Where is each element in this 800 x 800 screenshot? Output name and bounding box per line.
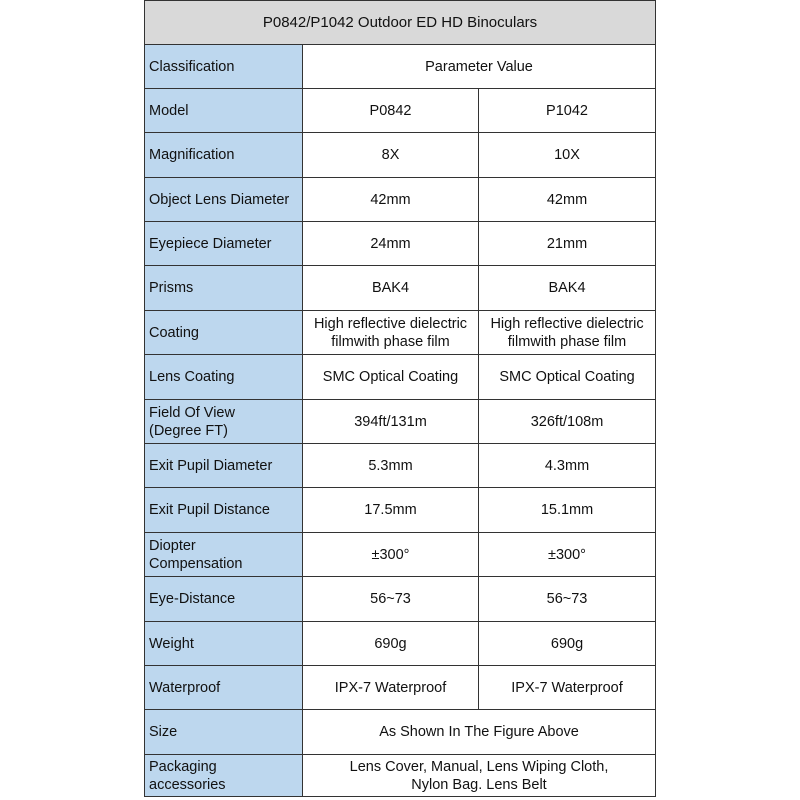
row-label-packaging-accessories — [145, 755, 303, 797]
row-label-model: Model — [145, 89, 303, 133]
cell-coating-p1042 — [479, 311, 656, 355]
cell-lens-coating-p0842: SMC Optical Coating — [303, 355, 479, 400]
cell-exit-pupil-diameter-p1042: 4.3mm — [479, 444, 656, 488]
title-row — [145, 1, 656, 45]
row-label-exit-pupil-distance: Exit Pupil Distance — [145, 488, 303, 533]
row-label-diopter-line1: Diopter — [149, 537, 196, 554]
cell-fov-p0842: 394ft/131m — [303, 400, 479, 444]
row-label-prisms: Prisms — [145, 266, 303, 311]
cell-coating-p0842 — [303, 311, 479, 355]
cell-model-p0842: P0842 — [303, 89, 479, 133]
row-label-coating: Coating — [145, 311, 303, 355]
cell-prisms-p1042: BAK4 — [479, 266, 656, 311]
table-row — [145, 355, 656, 400]
cell-magnification-p1042: 10X — [479, 133, 656, 178]
cell-weight-p0842: 690g — [303, 622, 479, 666]
row-label-eyepiece-diameter: Eyepiece Diameter — [145, 222, 303, 266]
row-label-size: Size — [145, 710, 303, 755]
row-label-magnification: Magnification — [145, 133, 303, 178]
table-row — [145, 89, 656, 133]
table-row — [145, 488, 656, 533]
table-row — [145, 400, 656, 444]
cell-exit-pupil-diameter-p0842: 5.3mm — [303, 444, 479, 488]
row-label-lens-coating: Lens Coating — [145, 355, 303, 400]
cell-exit-pupil-distance-p0842: 17.5mm — [303, 488, 479, 533]
cell-fov-p1042: 326ft/108m — [479, 400, 656, 444]
table-row — [145, 444, 656, 488]
row-label-eye-distance: Eye-Distance — [145, 577, 303, 622]
table-title: P0842/P1042 Outdoor ED HD Binoculars — [145, 1, 656, 45]
table-row — [145, 178, 656, 222]
row-label-waterproof: Waterproof — [145, 666, 303, 710]
row-label-exit-pupil-diameter: Exit Pupil Diameter — [145, 444, 303, 488]
row-label-field-of-view — [145, 400, 303, 444]
row-label-field-of-view-line2: (Degree FT) — [149, 422, 228, 439]
cell-coating-p0842-line1: High reflective dielectric — [313, 315, 468, 332]
row-label-field-of-view-line1: Field Of View — [149, 404, 235, 421]
spec-table — [144, 0, 656, 797]
table-row — [145, 133, 656, 178]
row-label-packaging-line2: accessories — [149, 776, 226, 793]
cell-magnification-p0842: 8X — [303, 133, 479, 178]
cell-eyepiece-p0842: 24mm — [303, 222, 479, 266]
cell-packaging-value — [303, 755, 656, 797]
cell-model-p1042: P1042 — [479, 89, 656, 133]
row-label-weight: Weight — [145, 622, 303, 666]
table-row — [145, 577, 656, 622]
cell-eye-distance-p1042: 56~73 — [479, 577, 656, 622]
cell-weight-p1042: 690g — [479, 622, 656, 666]
cell-prisms-p0842: BAK4 — [303, 266, 479, 311]
table-row — [145, 710, 656, 755]
cell-eyepiece-p1042: 21mm — [479, 222, 656, 266]
table-row — [145, 45, 656, 89]
cell-waterproof-p0842: IPX-7 Waterproof — [303, 666, 479, 710]
table-row — [145, 622, 656, 666]
row-label-object-lens-diameter: Object Lens Diameter — [145, 178, 303, 222]
cell-object-lens-p0842: 42mm — [303, 178, 479, 222]
table-row — [145, 222, 656, 266]
cell-eye-distance-p0842: 56~73 — [303, 577, 479, 622]
cell-waterproof-p1042: IPX-7 Waterproof — [479, 666, 656, 710]
row-label-diopter-compensation — [145, 533, 303, 577]
cell-packaging-line2: Nylon Bag. Lens Belt — [411, 776, 547, 793]
table-row — [145, 266, 656, 311]
cell-coating-p0842-line2: filmwith phase film — [331, 333, 450, 350]
row-label-classification: Classification — [145, 45, 303, 89]
cell-coating-p1042-line2: filmwith phase film — [507, 333, 627, 350]
cell-coating-p1042-line1: High reflective dielectric — [490, 315, 644, 332]
table-row — [145, 311, 656, 355]
cell-object-lens-p1042: 42mm — [479, 178, 656, 222]
cell-diopter-p0842: ±300° — [303, 533, 479, 577]
cell-packaging-line1: Lens Cover, Manual, Lens Wiping Cloth, — [349, 758, 609, 775]
table-row — [145, 533, 656, 577]
cell-size-value: As Shown In The Figure Above — [303, 710, 656, 755]
row-label-packaging-line1: Packaging — [149, 758, 217, 775]
row-label-diopter-line2: Compensation — [149, 555, 243, 572]
table-row — [145, 666, 656, 710]
cell-diopter-p1042: ±300° — [479, 533, 656, 577]
table-row — [145, 755, 656, 797]
header-parameter-value: Parameter Value — [303, 45, 656, 89]
cell-exit-pupil-distance-p1042: 15.1mm — [479, 488, 656, 533]
cell-lens-coating-p1042: SMC Optical Coating — [479, 355, 656, 400]
